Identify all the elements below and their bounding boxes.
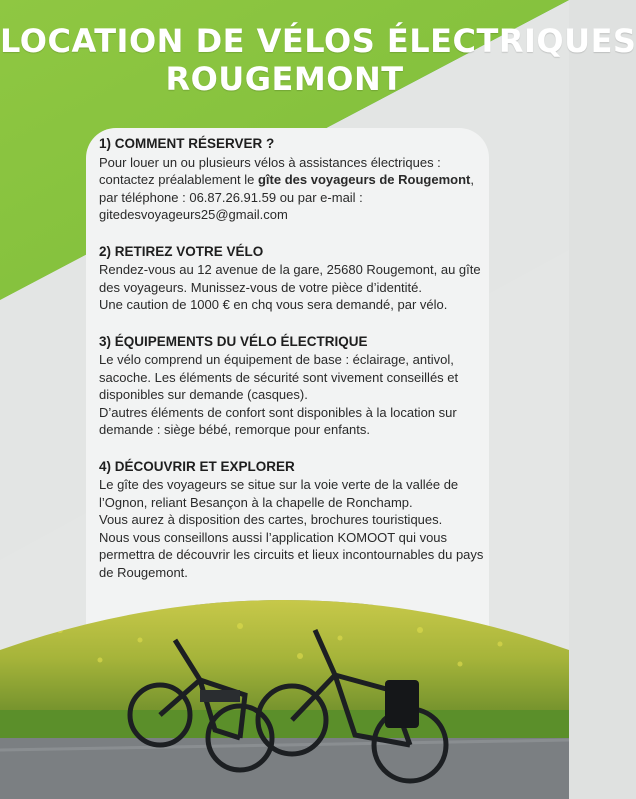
section-paragraph: D’autres éléments de confort sont disponibles à la location sur demande : siège bébé, remorque pour enfants.: [99, 404, 457, 437]
section-paragraph: Une caution de 1000 € en chq vous sera demandé, par vélo.: [99, 297, 448, 312]
email-address[interactable]: gitedesvoyageurs25@gmail.com: [99, 207, 288, 222]
section-pickup: [99, 243, 485, 314]
section-paragraph: Le vélo comprend un équipement de base : éclairage, antivol, sacoche. Les éléments de sécurité sont vivement conseillés et disponibles sur demande (casques).: [99, 352, 459, 402]
section-paragraph: Nous vous conseillons aussi l’application KOMOOT qui vous permettra de découvrir les circuits et lieux incontournables du pays de Rougemont.: [99, 529, 484, 580]
section-title: 3) ÉQUIPEMENTS DU VÉLO ÉLECTRIQUE: [99, 333, 368, 349]
section-equipment: [99, 333, 485, 439]
reserve-contact-text: , par téléphone : 06.87.26.91.59 ou par e-mail :: [99, 172, 474, 205]
info-content: [99, 135, 485, 600]
section-body: [99, 261, 485, 314]
section-body: [99, 154, 485, 224]
section-title: 4) DÉCOUVRIR ET EXPLORER: [99, 458, 295, 474]
section-paragraph: Vous aurez à disposition des cartes, brochures touristiques.: [99, 512, 443, 527]
section-paragraph: Rendez-vous au 12 avenue de la gare, 25680 Rougemont, au gîte des voyageurs. Munissez-vous de votre pièce d’identité.: [99, 262, 481, 295]
section-body: [99, 351, 485, 439]
title-line-2: ROUGEMONT: [165, 60, 404, 98]
section-paragraph: Le gîte des voyageurs se situe sur la voie verte de la vallée de l’Ognon, reliant Besançon à la chapelle de Ronchamp.: [99, 477, 459, 510]
flyer-title: [0, 22, 636, 98]
gite-name: gîte des voyageurs de Rougemont: [257, 172, 471, 187]
section-reserve: [99, 135, 485, 224]
section-title: 2) RETIREZ VOTRE VÉLO: [99, 243, 264, 259]
bikes-photo: [0, 560, 569, 799]
title-line-1: LOCATION DE VÉLOS ÉLECTRIQUES: [0, 22, 636, 60]
section-paragraph: [99, 154, 485, 224]
reserve-intro-text: Pour louer un ou plusieurs vélos à assistances électriques : contactez préalablement le: [99, 154, 441, 187]
section-title: 1) COMMENT RÉSERVER ?: [99, 136, 275, 151]
